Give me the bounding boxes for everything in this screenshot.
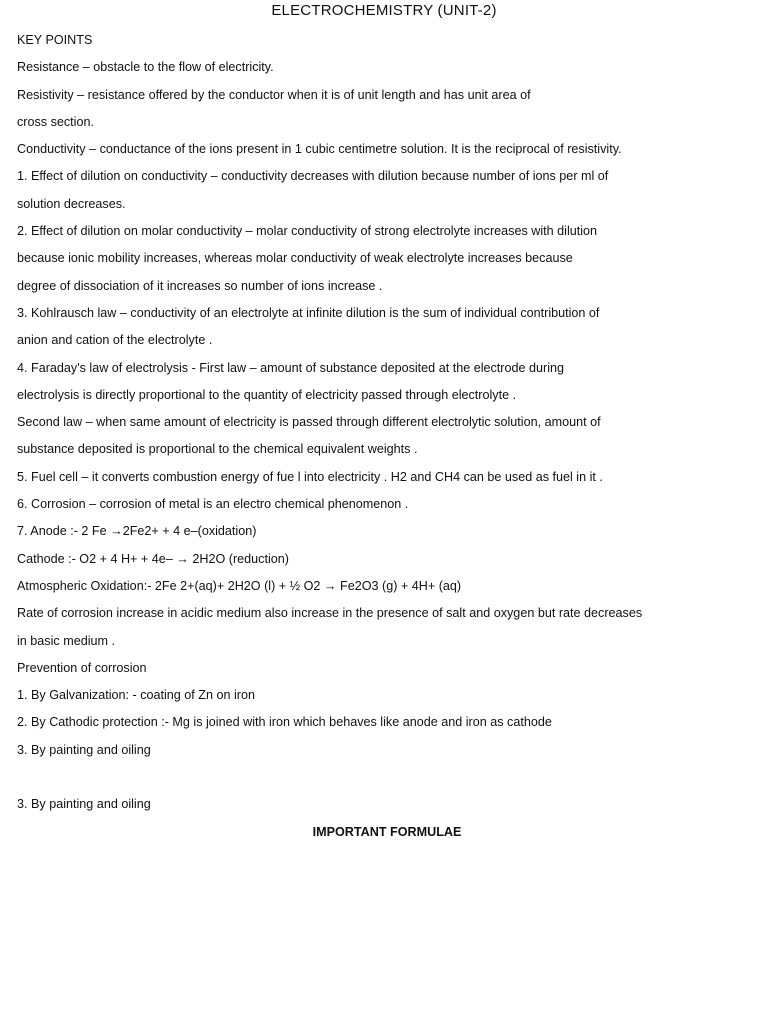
text-line: Rate of corrosion increase in acidic medium also increase in the presence of salt and oxygen but rate decreases [17,606,643,621]
text-line: 1. By Galvanization: - coating of Zn on iron [17,688,256,703]
text-line: in basic medium . [17,633,115,648]
text-line: 3. Kohlrausch law – conductivity of an electrolyte at infinite dilution is the sum of individual contribution of [17,305,600,320]
text-line: Prevention of corrosion [17,660,147,675]
text-line: degree of dissociation of it increases so number of ions increase . [17,278,383,293]
text-line: 2. Effect of dilution on molar conductivity – molar conductivity of strong electrolyte increases with dilution [17,224,598,239]
text-line: solution decreases. [17,196,126,211]
text-line: Second law – when same amount of electricity is passed through different electrolytic solution, amount of [17,415,601,430]
text-line: 5. Fuel cell – it converts combustion energy of fue l into electricity . H2 and CH4 can be used as fuel in it . [17,469,603,484]
text-line: KEY POINTS [17,33,93,47]
important-formulae-heading: IMPORTANT FORMULAE [312,825,462,839]
text-line: 4. Faraday's law of electrolysis - First law – amount of substance deposited at the electrode during [17,360,565,375]
text-line: 3. By painting and oiling [17,742,151,757]
text-line: 2. By Cathodic protection :- Mg is joined with iron which behaves like anode and iron as cathode [17,715,552,730]
key-points-body [17,30,757,822]
text-line: 6. Corrosion – corrosion of metal is an electro chemical phenomenon . [17,497,409,512]
page-title: ELECTROCHEMISTRY (UNIT-2) [271,2,497,19]
text-line: cross section. [17,114,94,129]
text-line: anion and cation of the electrolyte . [17,333,213,348]
text-line: substance deposited is proportional to the chemical equivalent weights . [17,442,418,457]
text-line: 1. Effect of dilution on conductivity – conductivity decreases with dilution because number of ions per ml of [17,169,609,184]
text-line: Resistivity – resistance offered by the conductor when it is of unit length and has unit area of [17,87,531,102]
text-line-repeated: 3. By painting and oiling [17,797,151,812]
text-line: Resistance – obstacle to the flow of electricity. [17,60,274,75]
text-line: 7. Anode :- 2 Fe →2Fe2+ + 4 e–(oxidation) [17,524,257,539]
text-line: electrolysis is directly proportional to the quantity of electricity passed through electrolyte . [17,387,517,402]
blank-line [17,767,757,794]
text-line: Atmospheric Oxidation:- 2Fe 2+(aq)+ 2H2O (l) + ½ O2 → Fe2O3 (g) + 4H+ (aq) [17,578,462,593]
text-line: Cathode :- O2 + 4 H+ + 4e– → 2H2O (reduction) [17,551,289,566]
text-line: Conductivity – conductance of the ions present in 1 cubic centimetre solution. It is the reciprocal of resistivity. [17,142,622,157]
text-line: because ionic mobility increases, whereas molar conductivity of weak electrolyte increases because [17,251,573,266]
